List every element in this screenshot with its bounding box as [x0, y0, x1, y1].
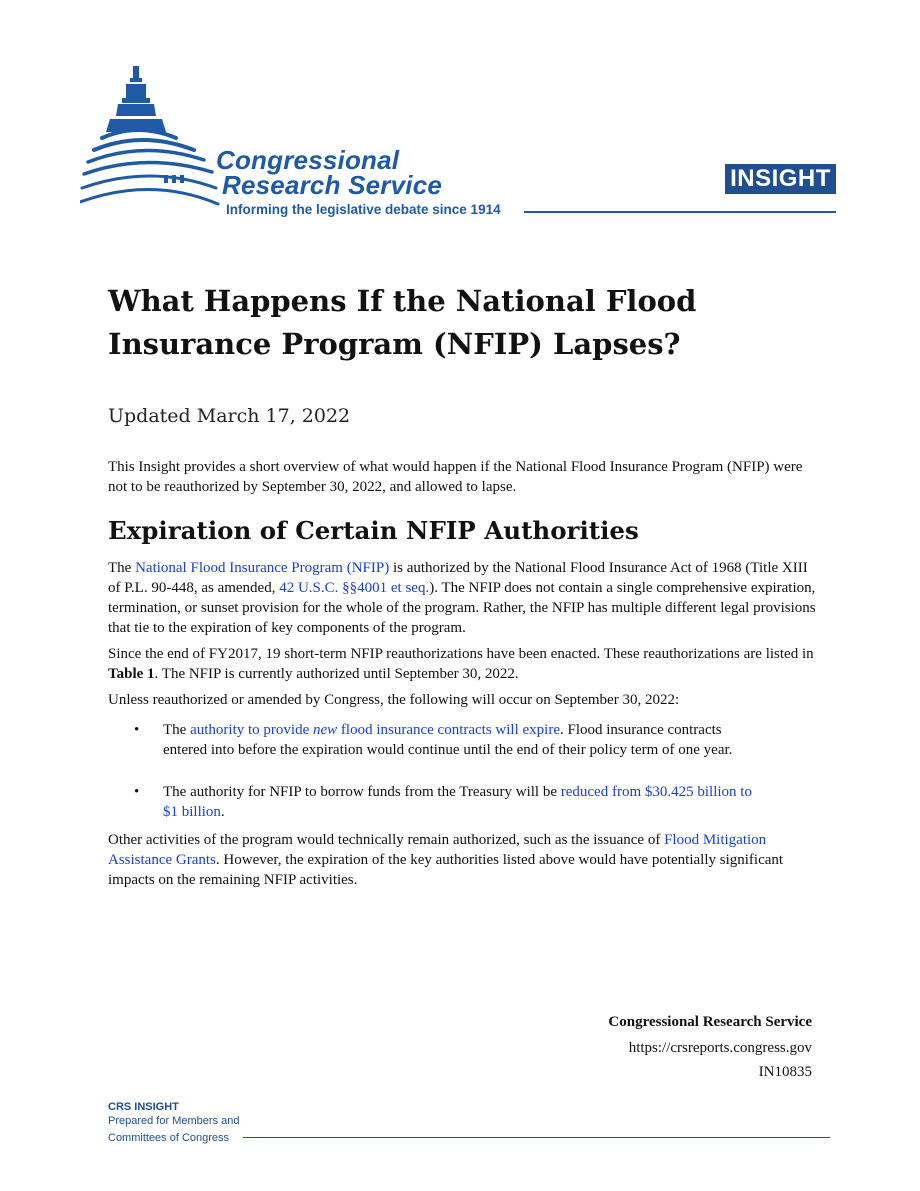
bullet2-pre: The authority for NFIP to borrow funds from the Treasury will be — [163, 784, 561, 800]
paragraph-unless — [108, 690, 820, 710]
p3-text: Unless reauthorized or amended by Congress, the following will occur on September 30, 2022: — [108, 692, 680, 708]
authority-link-text-b: flood insurance contracts will expire — [337, 722, 560, 738]
table-reference: Table 1 — [108, 666, 155, 682]
bullet2-post: . — [220, 804, 225, 820]
authority-link-text-a: authority to provide — [190, 722, 313, 738]
list-item — [134, 720, 754, 760]
footer-prepared-line1: Prepared for Members and — [108, 1115, 240, 1127]
paragraph-authorization — [108, 558, 820, 638]
authority-link-italic: new — [312, 722, 338, 738]
usc-link[interactable]: 42 U.S.C. §§4001 et seq. — [279, 580, 430, 596]
p2-post: . The NFIP is currently authorized until September 30, 2022. — [154, 666, 519, 682]
footer-prepared-line2: Committees of Congress — [108, 1132, 230, 1144]
bullet1-pre: The — [163, 722, 191, 738]
nfip-link[interactable]: National Flood Insurance Program (NFIP) — [135, 560, 390, 576]
footer-url: https://crsreports.congress.gov — [628, 1040, 812, 1056]
list-item — [134, 782, 754, 822]
org-name-line2: Research Service — [222, 170, 443, 200]
footer-series: CRS INSIGHT — [108, 1101, 179, 1113]
p4-post: . However, the expiration of the key authorities listed above would have potentially significant impacts on the remaining NFIP activities. — [108, 852, 784, 888]
header-divider — [524, 211, 836, 213]
p1-post: ). The NFIP does not contain a single comprehensive expiration, termination, or sunset provision for the whole of the program. Rather, the NFIP has multiple different legal provisions that tie to the expiration of key components of the program. — [108, 580, 816, 636]
p1-pre: The — [108, 560, 136, 576]
fma-grants-link[interactable]: Flood Mitigation Assistance Grants — [108, 832, 767, 868]
bullet-icon: • — [134, 784, 140, 800]
section-heading: Expiration of Certain NFIP Authorities — [108, 516, 639, 545]
p1-mid: is authorized by the National Flood Insurance Act of 1968 (Title XIII of P.L. 90-448, as amended, — [108, 560, 808, 596]
footer-org-name: Congressional Research Service — [608, 1014, 812, 1030]
borrowing-link[interactable]: reduced from $30.425 billion to $1 billion — [163, 784, 752, 820]
footer-divider — [243, 1137, 830, 1138]
p4-pre: Other activities of the program would technically remain authorized, such as the issuance of — [108, 832, 665, 848]
bullet1-post: . Flood insurance contracts entered into before the expiration would continue until the end of their policy term of one year. — [163, 722, 733, 758]
p2-pre: Since the end of FY2017, 19 short-term NFIP reauthorizations have been enacted. These reauthorizations are listed in — [108, 646, 814, 662]
authority-link[interactable] — [190, 722, 560, 738]
paragraph-reauthorizations — [108, 644, 820, 684]
org-name-line1: Congressional — [216, 145, 400, 175]
capitol-dome-logo-icon — [80, 64, 220, 214]
page-title: What Happens If the National Flood Insurance Program (NFIP) Lapses? — [108, 284, 697, 361]
tagline: Informing the legislative debate since 1914 — [226, 202, 501, 217]
intro-paragraph — [108, 457, 820, 497]
report-id: IN10835 — [758, 1064, 812, 1080]
paragraph-other-activities — [108, 830, 820, 890]
intro-text: This Insight provides a short overview of what would happen if the National Flood Insurance Program (NFIP) were not to be reauthorized by September 30, 2022, and allowed to lapse. — [108, 459, 803, 495]
insight-badge: INSIGHT — [725, 164, 836, 194]
updated-date: Updated March 17, 2022 — [108, 405, 351, 427]
bullet-icon: • — [134, 722, 140, 738]
